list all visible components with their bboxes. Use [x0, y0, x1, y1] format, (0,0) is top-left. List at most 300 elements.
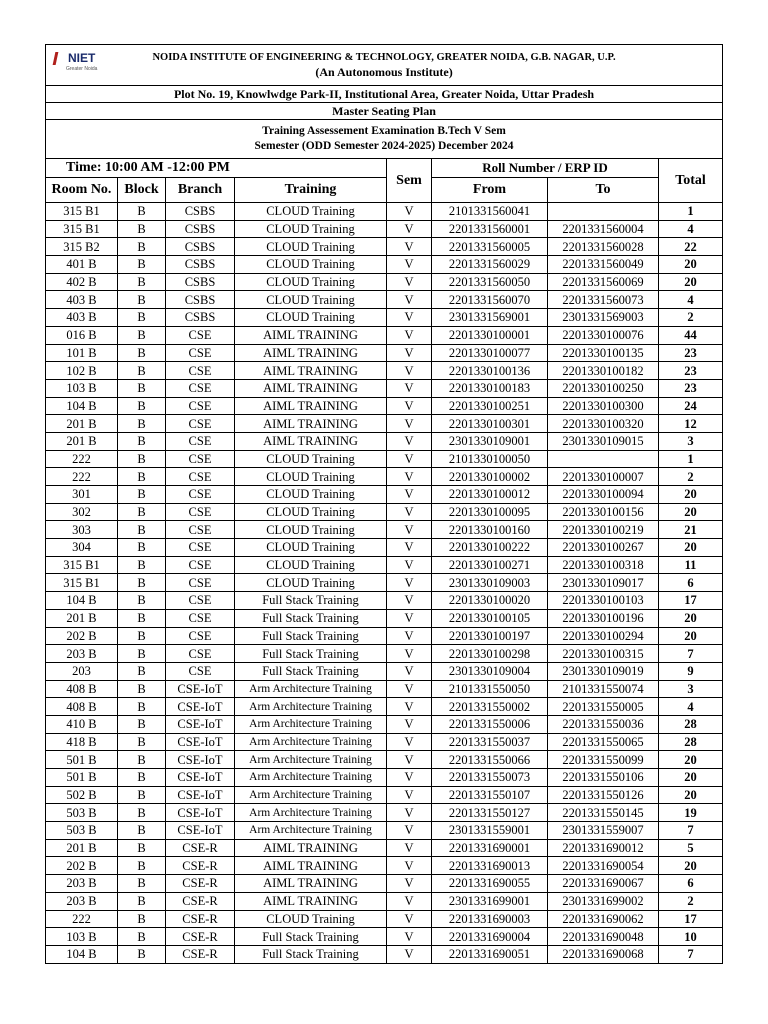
cell-total: 4 — [659, 291, 723, 309]
cell-room: 408 B — [46, 680, 118, 698]
cell-sem: V — [387, 556, 432, 574]
cell-from: 2201331550002 — [432, 698, 548, 716]
cell-block: B — [118, 715, 166, 733]
table-row — [46, 326, 723, 344]
cell-training: Full Stack Training — [235, 945, 387, 963]
cell-sem: V — [387, 486, 432, 504]
cell-block: B — [118, 875, 166, 893]
cell-from: 2301331569001 — [432, 309, 548, 327]
cell-room: 402 B — [46, 273, 118, 291]
cell-total: 6 — [659, 875, 723, 893]
institute-address: Plot No. 19, Knowlwdge Park-II, Institutional Area, Greater Noida, Uttar Pradesh — [46, 86, 723, 103]
cell-room: 410 B — [46, 715, 118, 733]
cell-block: B — [118, 203, 166, 221]
cell-total: 23 — [659, 344, 723, 362]
cell-total: 5 — [659, 839, 723, 857]
cell-to: 2301330109015 — [548, 432, 659, 450]
cell-training: AIML TRAINING — [235, 432, 387, 450]
exam-time: Time: 10:00 AM -12:00 PM — [46, 159, 387, 178]
col-total-header: Total — [659, 159, 723, 203]
cell-to: 2301331559007 — [548, 822, 659, 840]
cell-branch: CSE-R — [166, 910, 235, 928]
cell-total: 20 — [659, 539, 723, 557]
cell-room: 301 — [46, 486, 118, 504]
cell-sem: V — [387, 468, 432, 486]
cell-branch: CSE-IoT — [166, 769, 235, 787]
cell-total: 44 — [659, 326, 723, 344]
cell-to: 2301331699002 — [548, 892, 659, 910]
table-row — [46, 362, 723, 380]
cell-to: 2201331690067 — [548, 875, 659, 893]
cell-branch: CSE — [166, 415, 235, 433]
cell-from: 2201331690001 — [432, 839, 548, 857]
cell-branch: CSE-IoT — [166, 786, 235, 804]
cell-total: 9 — [659, 662, 723, 680]
cell-sem: V — [387, 397, 432, 415]
cell-block: B — [118, 910, 166, 928]
cell-to — [548, 450, 659, 468]
cell-block: B — [118, 256, 166, 274]
cell-sem: V — [387, 733, 432, 751]
cell-to: 2201330100076 — [548, 326, 659, 344]
cell-room: 403 B — [46, 309, 118, 327]
cell-block: B — [118, 432, 166, 450]
cell-to: 2201330100135 — [548, 344, 659, 362]
cell-room: 315 B1 — [46, 556, 118, 574]
cell-from: 2201330100136 — [432, 362, 548, 380]
cell-sem: V — [387, 680, 432, 698]
cell-from: 2301331559001 — [432, 822, 548, 840]
table-row — [46, 203, 723, 221]
institute-name: NOIDA INSTITUTE OF ENGINEERING & TECHNOLOGY, GREATER NOIDA, G.B. NAGAR, U.P. — [152, 52, 616, 63]
cell-branch: CSE — [166, 344, 235, 362]
cell-total: 7 — [659, 645, 723, 663]
cell-room: 302 — [46, 503, 118, 521]
cell-from: 2201331550006 — [432, 715, 548, 733]
cell-from: 2101331550050 — [432, 680, 548, 698]
cell-training: Arm Architecture Training — [235, 680, 387, 698]
cell-room: 503 B — [46, 822, 118, 840]
cell-from: 2301330109004 — [432, 662, 548, 680]
cell-from: 2201331550073 — [432, 769, 548, 787]
cell-training: Arm Architecture Training — [235, 698, 387, 716]
cell-block: B — [118, 397, 166, 415]
cell-block: B — [118, 945, 166, 963]
table-row — [46, 521, 723, 539]
cell-from: 2201331560029 — [432, 256, 548, 274]
header-exam-row — [46, 120, 723, 159]
cell-from: 2201331560005 — [432, 238, 548, 256]
cell-block: B — [118, 556, 166, 574]
cell-total: 20 — [659, 609, 723, 627]
cell-to: 2201330100315 — [548, 645, 659, 663]
cell-branch: CSE — [166, 592, 235, 610]
cell-room: 503 B — [46, 804, 118, 822]
cell-block: B — [118, 662, 166, 680]
table-row — [46, 238, 723, 256]
cell-room: 315 B1 — [46, 203, 118, 221]
cell-block: B — [118, 609, 166, 627]
col-roll-group-header: Roll Number / ERP ID — [432, 159, 659, 178]
cell-to: 2201330100250 — [548, 379, 659, 397]
table-row — [46, 698, 723, 716]
cell-sem: V — [387, 751, 432, 769]
logo-subtext: Greater Noida — [66, 66, 98, 72]
cell-block: B — [118, 362, 166, 380]
cell-room: 202 B — [46, 627, 118, 645]
table-row — [46, 875, 723, 893]
cell-from: 2201331550066 — [432, 751, 548, 769]
table-row — [46, 822, 723, 840]
cell-sem: V — [387, 715, 432, 733]
cell-to: 2201331560028 — [548, 238, 659, 256]
cell-room: 201 B — [46, 415, 118, 433]
cell-sem: V — [387, 609, 432, 627]
cell-from: 2201330100105 — [432, 609, 548, 627]
cell-training: Arm Architecture Training — [235, 822, 387, 840]
cell-branch: CSE — [166, 326, 235, 344]
cell-total: 23 — [659, 362, 723, 380]
cell-branch: CSE-IoT — [166, 698, 235, 716]
cell-block: B — [118, 521, 166, 539]
cell-room: 103 B — [46, 928, 118, 946]
cell-from: 2201330100160 — [432, 521, 548, 539]
cell-total: 2 — [659, 309, 723, 327]
cell-block: B — [118, 468, 166, 486]
cell-room: 104 B — [46, 592, 118, 610]
cell-sem: V — [387, 875, 432, 893]
cell-training: AIML TRAINING — [235, 875, 387, 893]
cell-total: 3 — [659, 432, 723, 450]
cell-branch: CSE-IoT — [166, 822, 235, 840]
cell-sem: V — [387, 645, 432, 663]
table-row — [46, 839, 723, 857]
cell-room: 101 B — [46, 344, 118, 362]
cell-training: AIML TRAINING — [235, 344, 387, 362]
cell-branch: CSBS — [166, 291, 235, 309]
cell-from: 2201330100020 — [432, 592, 548, 610]
cell-total: 4 — [659, 220, 723, 238]
cell-room: 304 — [46, 539, 118, 557]
cell-total: 12 — [659, 415, 723, 433]
cell-room: 103 B — [46, 379, 118, 397]
cell-from: 2201330100001 — [432, 326, 548, 344]
cell-branch: CSBS — [166, 238, 235, 256]
cell-training: CLOUD Training — [235, 450, 387, 468]
cell-from: 2201330100095 — [432, 503, 548, 521]
cell-total: 28 — [659, 715, 723, 733]
table-row — [46, 450, 723, 468]
cell-to: 2201331560049 — [548, 256, 659, 274]
col-block-header: Block — [118, 178, 166, 203]
table-row — [46, 503, 723, 521]
cell-from: 2201330100251 — [432, 397, 548, 415]
cell-room: 315 B1 — [46, 220, 118, 238]
cell-branch: CSE-R — [166, 857, 235, 875]
column-header-row-1 — [46, 159, 723, 178]
cell-training: Full Stack Training — [235, 627, 387, 645]
cell-sem: V — [387, 910, 432, 928]
cell-block: B — [118, 733, 166, 751]
cell-training: CLOUD Training — [235, 574, 387, 592]
cell-room: 201 B — [46, 609, 118, 627]
col-sem-header: Sem — [387, 159, 432, 203]
cell-room: 222 — [46, 468, 118, 486]
cell-to: 2201331550106 — [548, 769, 659, 787]
cell-from: 2201331550107 — [432, 786, 548, 804]
cell-training: CLOUD Training — [235, 238, 387, 256]
niet-logo — [54, 52, 102, 78]
cell-sem: V — [387, 539, 432, 557]
table-row — [46, 468, 723, 486]
cell-training: CLOUD Training — [235, 539, 387, 557]
cell-room: 203 B — [46, 892, 118, 910]
cell-sem: V — [387, 220, 432, 238]
logo-text: NIET — [68, 51, 96, 65]
cell-from: 2201331560070 — [432, 291, 548, 309]
cell-block: B — [118, 238, 166, 256]
cell-branch: CSE — [166, 362, 235, 380]
col-training-header: Training — [235, 178, 387, 203]
cell-sem: V — [387, 786, 432, 804]
cell-block: B — [118, 804, 166, 822]
table-row — [46, 379, 723, 397]
cell-total: 17 — [659, 910, 723, 928]
seating-plan-table — [45, 44, 723, 964]
cell-block: B — [118, 751, 166, 769]
cell-room: 408 B — [46, 698, 118, 716]
cell-sem: V — [387, 892, 432, 910]
cell-training: Full Stack Training — [235, 592, 387, 610]
cell-sem: V — [387, 769, 432, 787]
seating-plan-sheet — [45, 44, 722, 964]
cell-from: 2301330109001 — [432, 432, 548, 450]
cell-total: 21 — [659, 521, 723, 539]
cell-total: 22 — [659, 238, 723, 256]
table-row — [46, 928, 723, 946]
cell-sem: V — [387, 627, 432, 645]
table-row — [46, 645, 723, 663]
cell-to: 2101331550074 — [548, 680, 659, 698]
cell-branch: CSE — [166, 627, 235, 645]
cell-total: 2 — [659, 468, 723, 486]
table-row — [46, 574, 723, 592]
cell-branch: CSBS — [166, 309, 235, 327]
cell-total: 7 — [659, 822, 723, 840]
table-row — [46, 486, 723, 504]
cell-training: Arm Architecture Training — [235, 715, 387, 733]
cell-total: 20 — [659, 769, 723, 787]
cell-branch: CSE-IoT — [166, 751, 235, 769]
cell-training: CLOUD Training — [235, 256, 387, 274]
cell-from: 2101331560041 — [432, 203, 548, 221]
cell-from: 2201331690004 — [432, 928, 548, 946]
cell-sem: V — [387, 503, 432, 521]
cell-sem: V — [387, 415, 432, 433]
cell-from: 2201331550037 — [432, 733, 548, 751]
cell-total: 4 — [659, 698, 723, 716]
cell-total: 20 — [659, 486, 723, 504]
cell-sem: V — [387, 839, 432, 857]
cell-to — [548, 203, 659, 221]
table-row — [46, 415, 723, 433]
cell-sem: V — [387, 574, 432, 592]
cell-total: 17 — [659, 592, 723, 610]
cell-room: 403 B — [46, 291, 118, 309]
cell-training: Full Stack Training — [235, 609, 387, 627]
cell-branch: CSE — [166, 379, 235, 397]
cell-room: 303 — [46, 521, 118, 539]
cell-to: 2201330100219 — [548, 521, 659, 539]
cell-to: 2201331560004 — [548, 220, 659, 238]
cell-from: 2201331560001 — [432, 220, 548, 238]
cell-training: Full Stack Training — [235, 662, 387, 680]
cell-block: B — [118, 857, 166, 875]
cell-room: 201 B — [46, 432, 118, 450]
semester-line: Semester (ODD Semester 2024-2025) December 2024 — [254, 140, 514, 152]
cell-branch: CSE-IoT — [166, 733, 235, 751]
cell-block: B — [118, 680, 166, 698]
table-row — [46, 256, 723, 274]
cell-training: CLOUD Training — [235, 468, 387, 486]
cell-sem: V — [387, 822, 432, 840]
table-row — [46, 432, 723, 450]
table-row — [46, 291, 723, 309]
cell-branch: CSE — [166, 645, 235, 663]
table-row — [46, 715, 723, 733]
cell-block: B — [118, 273, 166, 291]
cell-total: 20 — [659, 256, 723, 274]
cell-block: B — [118, 627, 166, 645]
cell-training: CLOUD Training — [235, 521, 387, 539]
cell-total: 3 — [659, 680, 723, 698]
cell-branch: CSE — [166, 539, 235, 557]
cell-total: 7 — [659, 945, 723, 963]
cell-total: 1 — [659, 203, 723, 221]
cell-branch: CSE — [166, 609, 235, 627]
cell-to: 2201331550065 — [548, 733, 659, 751]
header-institute-row — [46, 45, 723, 86]
cell-block: B — [118, 309, 166, 327]
cell-sem: V — [387, 291, 432, 309]
cell-training: Arm Architecture Training — [235, 786, 387, 804]
table-row — [46, 539, 723, 557]
cell-block: B — [118, 892, 166, 910]
cell-sem: V — [387, 309, 432, 327]
cell-block: B — [118, 326, 166, 344]
cell-branch: CSBS — [166, 256, 235, 274]
cell-block: B — [118, 450, 166, 468]
cell-to: 2201330100318 — [548, 556, 659, 574]
table-row — [46, 397, 723, 415]
cell-total: 24 — [659, 397, 723, 415]
cell-branch: CSE-IoT — [166, 804, 235, 822]
cell-room: 202 B — [46, 857, 118, 875]
cell-to: 2201330100196 — [548, 609, 659, 627]
cell-sem: V — [387, 256, 432, 274]
table-row — [46, 910, 723, 928]
cell-to: 2201331550005 — [548, 698, 659, 716]
cell-sem: V — [387, 698, 432, 716]
cell-block: B — [118, 928, 166, 946]
cell-to: 2301330109019 — [548, 662, 659, 680]
header-plan-row — [46, 103, 723, 120]
cell-to: 2201331550126 — [548, 786, 659, 804]
exam-title: Training Assessement Examination B.Tech V Sem — [262, 125, 506, 137]
cell-branch: CSE — [166, 468, 235, 486]
cell-training: CLOUD Training — [235, 486, 387, 504]
cell-to: 2201331560069 — [548, 273, 659, 291]
cell-sem: V — [387, 592, 432, 610]
cell-from: 2201330100077 — [432, 344, 548, 362]
cell-training: Arm Architecture Training — [235, 769, 387, 787]
cell-branch: CSE — [166, 556, 235, 574]
cell-to: 2201330100094 — [548, 486, 659, 504]
cell-branch: CSBS — [166, 203, 235, 221]
cell-training: CLOUD Training — [235, 273, 387, 291]
cell-room: 203 B — [46, 875, 118, 893]
cell-training: AIML TRAINING — [235, 857, 387, 875]
cell-room: 315 B1 — [46, 574, 118, 592]
cell-block: B — [118, 822, 166, 840]
cell-from: 2201331550127 — [432, 804, 548, 822]
cell-to: 2201331690012 — [548, 839, 659, 857]
cell-total: 10 — [659, 928, 723, 946]
cell-to: 2201330100300 — [548, 397, 659, 415]
plan-title: Master Seating Plan — [46, 103, 723, 120]
cell-training: CLOUD Training — [235, 910, 387, 928]
cell-total: 19 — [659, 804, 723, 822]
cell-branch: CSE — [166, 397, 235, 415]
cell-branch: CSE — [166, 432, 235, 450]
cell-training: AIML TRAINING — [235, 379, 387, 397]
cell-block: B — [118, 379, 166, 397]
cell-block: B — [118, 291, 166, 309]
cell-branch: CSE-R — [166, 839, 235, 857]
cell-block: B — [118, 786, 166, 804]
cell-from: 2101330100050 — [432, 450, 548, 468]
cell-total: 20 — [659, 786, 723, 804]
table-row — [46, 662, 723, 680]
cell-room: 104 B — [46, 397, 118, 415]
col-from-header: From — [432, 178, 548, 203]
cell-sem: V — [387, 521, 432, 539]
cell-block: B — [118, 574, 166, 592]
cell-training: CLOUD Training — [235, 309, 387, 327]
cell-from: 2201330100183 — [432, 379, 548, 397]
cell-total: 2 — [659, 892, 723, 910]
table-row — [46, 556, 723, 574]
cell-room: 502 B — [46, 786, 118, 804]
cell-room: 104 B — [46, 945, 118, 963]
cell-from: 2201330100222 — [432, 539, 548, 557]
cell-training: CLOUD Training — [235, 291, 387, 309]
cell-sem: V — [387, 804, 432, 822]
cell-to: 2201331690048 — [548, 928, 659, 946]
cell-block: B — [118, 592, 166, 610]
cell-from: 2301330109003 — [432, 574, 548, 592]
table-row — [46, 344, 723, 362]
cell-sem: V — [387, 238, 432, 256]
cell-training: AIML TRAINING — [235, 415, 387, 433]
cell-total: 20 — [659, 857, 723, 875]
cell-sem: V — [387, 945, 432, 963]
cell-training: CLOUD Training — [235, 556, 387, 574]
cell-block: B — [118, 698, 166, 716]
cell-to: 2201331550036 — [548, 715, 659, 733]
cell-block: B — [118, 645, 166, 663]
cell-to: 2201330100294 — [548, 627, 659, 645]
